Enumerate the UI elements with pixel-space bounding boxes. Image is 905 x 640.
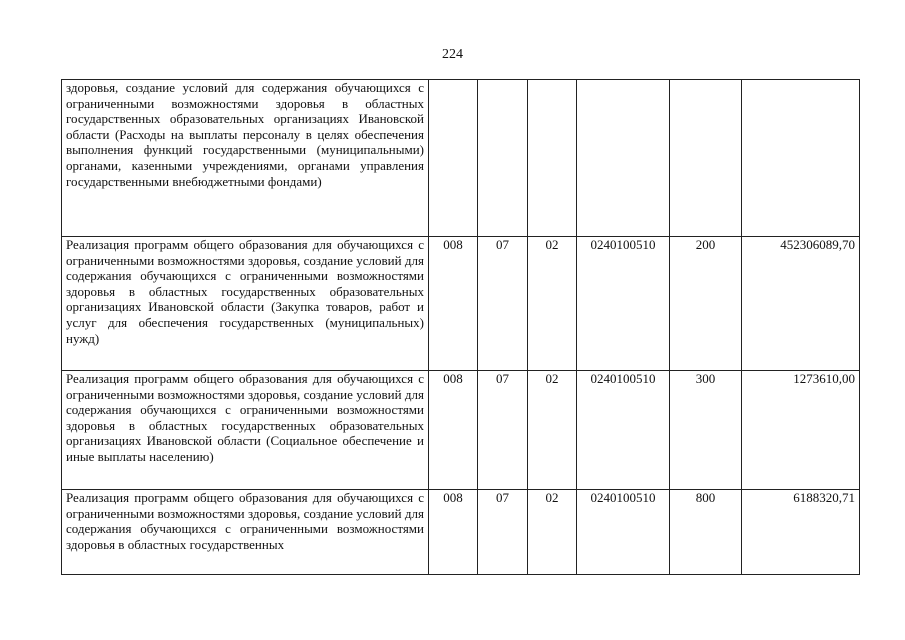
ministry-code: 008 — [429, 237, 478, 371]
section-code: 07 — [478, 371, 528, 490]
row-description: Реализация программ общего образования для обучающихся с ограниченными возможностями здоровья, создание условий для содержания обучающихся с ограниченными возможностями здоровья в областных государственных — [62, 490, 429, 575]
ministry-code: 008 — [429, 371, 478, 490]
row-description: Реализация программ общего образования для обучающихся с ограниченными возможностями здоровья, создание условий для содержания обучающихся с ограниченными возможностями здоровья в областных государственных образовательных организациях Ивановской области (Закупка товаров, работ и услуг для обеспечения государственных (муниципальных) нужд) — [62, 237, 429, 371]
page-number: 224 — [442, 47, 463, 62]
amount — [742, 80, 860, 237]
expense-type-code: 300 — [670, 371, 742, 490]
budget-table — [61, 79, 860, 575]
section-code: 07 — [478, 490, 528, 575]
row-description: Реализация программ общего образования для обучающихся с ограниченными возможностями здоровья, создание условий для содержания обучающихся с ограниченными возможностями здоровья в областных государственных образовательных организациях Ивановской области (Социальное обеспечение и иные выплаты населению) — [62, 371, 429, 490]
expense-type-code — [670, 80, 742, 237]
subsection-code — [528, 80, 577, 237]
expense-type-code: 200 — [670, 237, 742, 371]
ministry-code — [429, 80, 478, 237]
table-row — [62, 371, 860, 490]
amount: 6188320,71 — [742, 490, 860, 575]
subsection-code: 02 — [528, 237, 577, 371]
expense-type-code: 800 — [670, 490, 742, 575]
amount: 452306089,70 — [742, 237, 860, 371]
table-row — [62, 80, 860, 237]
target-article-code: 0240100510 — [577, 237, 670, 371]
section-code — [478, 80, 528, 237]
amount: 1273610,00 — [742, 371, 860, 490]
target-article-code: 0240100510 — [577, 371, 670, 490]
row-description: здоровья, создание условий для содержания обучающихся с ограниченными возможностями здоровья в областных государственных образовательных организациях Ивановской области (Расходы на выплаты персоналу в целях обеспечения выполнения функций государственными (муниципальными) органами, казенными учреждениями, органами управления государственными внебюджетными фондами) — [62, 80, 429, 237]
ministry-code: 008 — [429, 490, 478, 575]
target-article-code — [577, 80, 670, 237]
subsection-code: 02 — [528, 371, 577, 490]
target-article-code: 0240100510 — [577, 490, 670, 575]
table-row — [62, 237, 860, 371]
table-row — [62, 490, 860, 575]
section-code: 07 — [478, 237, 528, 371]
subsection-code: 02 — [528, 490, 577, 575]
